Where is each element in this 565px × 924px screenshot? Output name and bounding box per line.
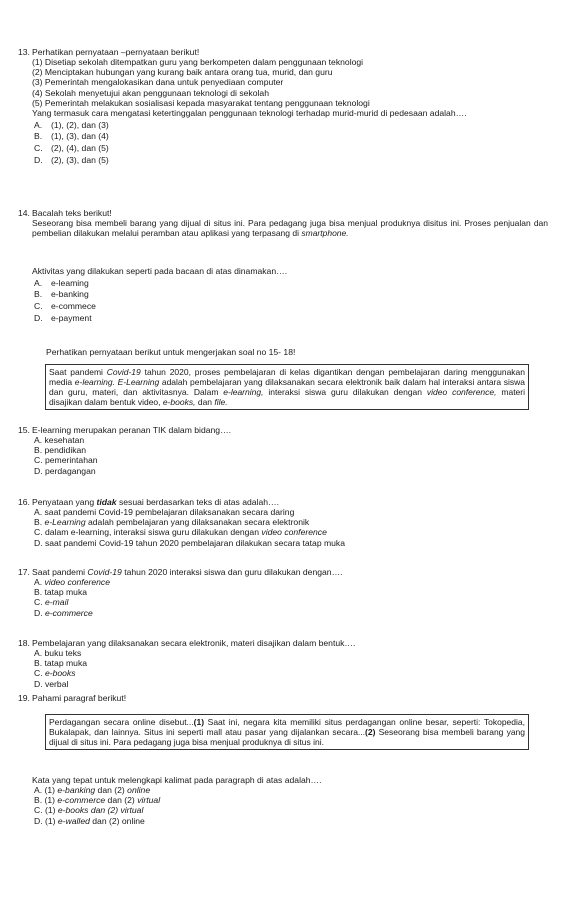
option-italic: e-mail — [44, 597, 69, 608]
question-number: 16. — [18, 497, 30, 507]
option-b[interactable] — [34, 289, 548, 299]
option-text: C. (1) — [34, 805, 58, 816]
question-text — [32, 497, 548, 507]
option-a[interactable] — [34, 278, 548, 288]
option-italic: e-walled — [57, 815, 90, 826]
reading-text-body: Seseorang bisa membeli barang yang dijual di situs ini. Para pedagang juga bisa menjual produknya disitus ini. Proses penjualan dan pembelian dilakukan melalui peramban atau aplikasi yang terpasang di — [32, 218, 548, 239]
statement-list — [32, 57, 548, 108]
question-emphasis: tidak — [96, 497, 117, 507]
option-c[interactable]: C. pemerintahan — [34, 455, 98, 466]
option-b[interactable]: B. tatap muka — [34, 658, 88, 669]
option-b[interactable]: B. tatap muka — [34, 587, 88, 598]
option-d[interactable] — [34, 608, 548, 618]
question-text: Yang termasuk cara mengatasi ketertinggalan penggunaan teknologi terhadap murid-murid di pedesaan adalah…. — [32, 107, 467, 118]
option-text: e-banking — [51, 289, 89, 300]
question-14 — [18, 208, 548, 238]
option-a[interactable]: A. buku teks — [34, 648, 82, 659]
option-c[interactable] — [34, 668, 548, 678]
option-d[interactable]: D. perdagangan — [34, 465, 96, 476]
statement-item: (3) Pemerintah mengalokasikan dana untuk penyediaan computer — [32, 77, 284, 88]
passage-text: Saat pandemi — [49, 367, 107, 377]
option-b[interactable]: B. pendidikan — [34, 445, 87, 456]
question-13 — [18, 47, 548, 165]
option-a[interactable] — [34, 577, 548, 587]
option-label: D. — [34, 312, 43, 323]
option-b[interactable] — [34, 517, 548, 527]
option-italic: e-banking — [57, 785, 96, 796]
question-text: Aktivitas yang dilakukan seperti pada bacaan di atas dinamakan…. — [32, 266, 288, 276]
option-a[interactable]: A. saat pandemi Covid-19 pembelajaran dilaksanakan secara daring — [34, 507, 295, 518]
passage-box — [45, 364, 529, 410]
option-text: dan (2) — [95, 785, 128, 796]
passage-text: dan — [195, 397, 215, 408]
option-text: e-payment — [51, 312, 92, 323]
option-text: dan (2) online — [89, 815, 145, 826]
question-text-part: Saat pandemi — [32, 567, 88, 577]
option-label: A. — [34, 277, 43, 288]
option-text: dan (2) — [105, 795, 138, 806]
question-text: Pembelajaran yang dilaksanakan secara elektronik, materi disajikan dalam bentuk…. — [32, 638, 356, 648]
option-text: (1), (2), dan (3) — [51, 119, 109, 130]
option-c[interactable] — [34, 301, 548, 311]
option-label: C. — [34, 143, 43, 154]
question-16 — [18, 497, 548, 548]
option-c[interactable] — [34, 805, 548, 815]
statement-item: (2) Menciptakan hubungan yang kurang baik antara orang tua, murid, dan guru — [32, 67, 333, 78]
option-label: B. — [34, 289, 43, 300]
blank-marker-2: (2) — [365, 727, 376, 738]
passage-italic: Covid-19 — [106, 367, 141, 377]
option-a[interactable] — [34, 785, 548, 795]
question-17 — [18, 567, 548, 618]
statement-item: (5) Pemerintah melakukan sosialisasi kepada masyarakat tentang penggunaan teknologi — [32, 97, 370, 108]
question-prompt: Bacalah teks berikut! — [32, 208, 112, 218]
question-text-part: sesuai berdasarkan teks di atas adalah…. — [116, 497, 279, 507]
option-a[interactable] — [34, 120, 548, 130]
option-italic: video conference — [261, 527, 327, 538]
option-text: (1), (3), dan (4) — [51, 131, 109, 142]
option-a[interactable]: A. kesehatan — [34, 435, 85, 446]
reading-text — [18, 218, 548, 238]
question-text: Kata yang tepat untuk melengkapi kalimat pada paragraph di atas adalah…. — [32, 775, 322, 785]
option-d[interactable]: D. verbal — [34, 678, 69, 689]
statement-item: (4) Sekolah menyetujui akan penggunaan teknologi di sekolah — [32, 87, 269, 98]
question-number: 13. — [18, 47, 30, 57]
option-italic: e-commerce — [44, 607, 93, 618]
option-text: A. (1) — [34, 785, 58, 796]
passage-italic: e-books, — [162, 397, 196, 408]
option-text: e-commece — [51, 301, 96, 312]
question-number: 17. — [18, 567, 30, 577]
option-b[interactable] — [34, 131, 548, 141]
option-label: A. — [34, 577, 45, 588]
option-italic: video conference — [44, 577, 110, 588]
paragraph-text: Seseorang bisa membeli barang yang dijual di situs ini. Para pedagang juga bisa menjual produknya di situs ini. — [49, 727, 525, 748]
question-italic: Covid-19 — [87, 567, 122, 577]
option-c[interactable] — [34, 597, 548, 607]
option-b[interactable] — [34, 795, 548, 805]
option-italic: virtual — [137, 795, 161, 806]
option-italic: e-books dan (2) virtual — [57, 805, 144, 816]
option-text: B. (1) — [34, 795, 58, 806]
question-19-body — [18, 775, 548, 826]
option-text: e-leaming — [51, 277, 89, 288]
passage-text: adalah pembelajaran yang dilaksanakan secara elektronik baik dalam hal interaksi antara siswa dan guru, materi, dan aktivitasnya. Dalam — [49, 377, 526, 398]
reading-text-italic: smartphone. — [301, 228, 349, 239]
question-number: 15. — [18, 425, 30, 435]
question-text-part: tahun 2020 interaksi siswa dan guru dilakukan dengan…. — [121, 567, 343, 577]
passage-italic: video conference, — [426, 387, 497, 398]
question-15 — [18, 425, 548, 476]
option-label: D. — [34, 154, 43, 165]
section-intro: Perhatikan pernyataan berikut untuk mengerjakan soal no 15- 18! — [46, 347, 296, 357]
option-label: B. — [34, 517, 45, 528]
option-d[interactable] — [34, 155, 548, 165]
passage-text: interaksi siswa guru dilakukan dengan — [263, 387, 427, 398]
question-prompt: Pahami paragraf berikut! — [32, 693, 127, 703]
option-text: C. dalam e-learning, interaksi siswa guru dilakukan dengan — [34, 527, 262, 538]
passage-italic: e-learning, — [223, 387, 264, 398]
question-text-part: Penyataan yang — [32, 497, 97, 507]
question-18 — [18, 638, 548, 689]
option-italic: e-books — [44, 668, 76, 679]
statement-item: (1) Disetiap sekolah ditempatkan guru yang berkompeten dalam penggunaan teknologi — [32, 57, 364, 68]
option-label: C. — [34, 668, 45, 679]
passage-italic: file. — [214, 397, 228, 408]
option-d[interactable]: D. saat pandemi Covid-19 tahun 2020 pembelajaran dilakukan secara tatap muka — [34, 537, 345, 548]
question-text — [32, 567, 548, 577]
passage-italic: e-learning. E-Learning — [74, 377, 160, 388]
blank-marker-1: (1) — [193, 717, 205, 727]
option-c[interactable] — [34, 143, 548, 153]
question-number: 14. — [18, 208, 30, 218]
paragraph-text: Saat ini, negara kita memiliki situs perdagangan online besar, seperti: Tokopedia, Bukalapak, dan lainnya. Situs ini seperti mall atau pasar yang dijalankan secara... — [49, 717, 525, 738]
question-14-body — [18, 266, 548, 323]
option-label: B. — [34, 131, 43, 142]
question-number: 19. — [18, 693, 30, 703]
passage-text: tahun 2020, proses pembelajaran di kelas digantikan dengan pembelajaran daring menggunakan media — [49, 367, 525, 388]
question-number: 18. — [18, 638, 30, 648]
option-label: C. — [34, 597, 45, 608]
option-italic: e-commerce — [57, 795, 106, 806]
passage-text: materi disajikan dalam bentuk video, — [49, 387, 526, 408]
question-text: E-learning merupakan peranan TIK dalam bidang…. — [32, 425, 232, 435]
option-d[interactable] — [34, 313, 548, 323]
question-prompt: Perhatikan pernyataan –pernyataan berikut! — [32, 47, 200, 57]
option-text: D. (1) — [34, 815, 58, 826]
option-c[interactable] — [34, 527, 548, 537]
paragraph-text: Perdagangan secara online disebut... — [49, 717, 194, 727]
option-text: adalah pembelajaran yang dilaksanakan secara elektronik — [85, 517, 310, 528]
option-text: (2), (3), dan (5) — [51, 154, 109, 165]
option-label: A. — [34, 119, 43, 130]
option-label: D. — [34, 607, 45, 618]
paragraph-box — [45, 714, 529, 750]
option-text: (2), (4), dan (5) — [51, 143, 109, 154]
option-d[interactable] — [34, 816, 548, 826]
option-label: C. — [34, 301, 43, 312]
option-italic: online — [127, 785, 151, 796]
option-italic: e-Learning — [44, 517, 86, 528]
question-19 — [18, 693, 548, 703]
